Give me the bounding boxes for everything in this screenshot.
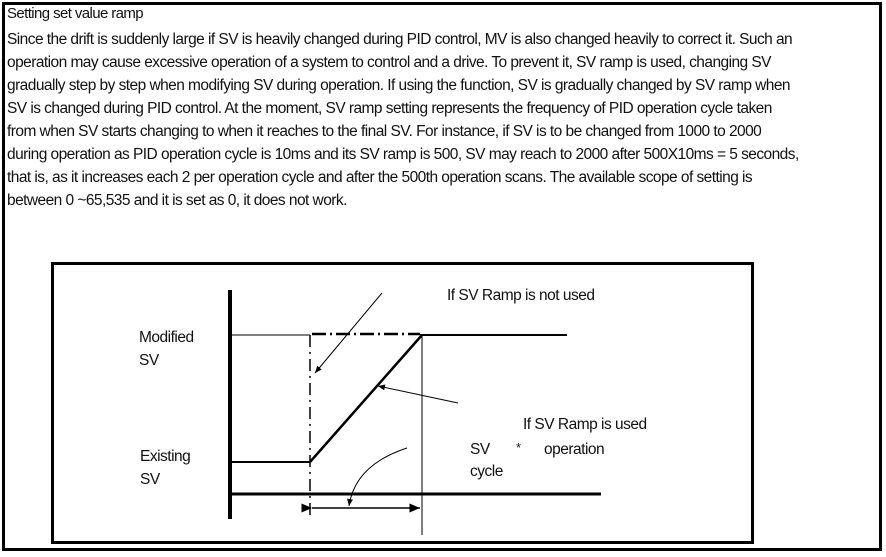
used-label: If SV Ramp is used bbox=[523, 416, 647, 433]
operation-label: operation bbox=[544, 441, 605, 458]
not-used-label: If SV Ramp is not used bbox=[447, 287, 595, 304]
cycle-label: cycle bbox=[470, 463, 503, 480]
paragraph-line: SV is changed during PID control. At the moment, SV ramp setting represents the frequency of PID operation cycle taken bbox=[7, 100, 772, 117]
existing-sv-label bbox=[140, 445, 190, 491]
cycle-pointer-arrow bbox=[349, 448, 407, 506]
star-label: * bbox=[516, 440, 521, 455]
sv-label: SV bbox=[470, 441, 490, 458]
paragraph-line: from when SV starts changing to when it reaches to the final SV. For instance, if SV is to be changed from 1000 to 2000 bbox=[7, 123, 762, 140]
modified-label-line: SV bbox=[139, 352, 159, 369]
paragraph-line: gradually step by step when modifying SV during operation. If using the function, SV is gradually changed by SV ramp when bbox=[7, 77, 791, 94]
modified-sv-label bbox=[139, 326, 194, 372]
existing-label-line: Existing bbox=[140, 448, 191, 465]
used-pointer-arrow bbox=[378, 386, 458, 403]
paragraph-line: between 0 ~65,535 and it is set as 0, it does not work. bbox=[7, 192, 347, 209]
paragraph-line: during operation as PID operation cycle is 10ms and its SV ramp is 500, SV may reach to 2000 after 500X10ms = 5 seconds, bbox=[7, 146, 799, 163]
paragraph-line: that is, as it increases each 2 per operation cycle and after the 500th operation scans. The available scope of setting is bbox=[7, 169, 753, 186]
section-title: Setting set value ramp bbox=[7, 5, 144, 22]
cycle-label-clip bbox=[470, 462, 530, 480]
modified-label-line: Modified bbox=[139, 329, 194, 346]
paragraph-line: Since the drift is suddenly large if SV is heavily changed during PID control, MV is also changed heavily to correct it. Such an bbox=[7, 31, 793, 48]
paragraph-line: operation may cause excessive operation of a system to control and a drive. To prevent it, SV ramp is used, changing SV bbox=[7, 54, 771, 71]
ramp-line bbox=[310, 335, 422, 462]
existing-label-line: SV bbox=[140, 471, 160, 488]
